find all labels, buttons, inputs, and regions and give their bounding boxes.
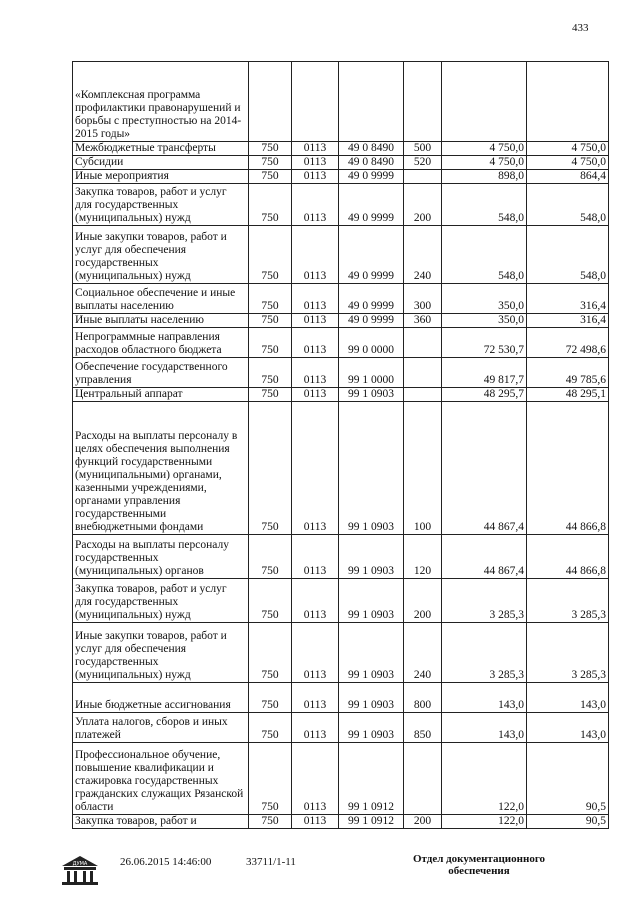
row-name-cell: Иные закупки товаров, работ и услуг для обеспечения государственных (муниципальных) нужд (73, 226, 249, 284)
row-section-cell: 0113 (292, 388, 339, 402)
row-section-cell: 0113 (292, 402, 339, 535)
row-name-cell: Межбюджетные трансферты (73, 142, 249, 156)
row-expense-type-cell: 850 (404, 713, 442, 743)
footer-datetime: 26.06.2015 14:46:00 (120, 856, 212, 868)
row-section-cell: 0113 (292, 713, 339, 743)
row-grbs-cell: 750 (249, 284, 292, 314)
row-section-cell: 0113 (292, 683, 339, 713)
row-amount-planned-cell: 350,0 (442, 314, 527, 328)
row-target-article-cell: 49 0 9999 (339, 170, 404, 184)
row-name-cell: Расходы на выплаты персоналу государственных (муниципальных) органов (73, 535, 249, 579)
row-grbs-cell: 750 (249, 184, 292, 226)
row-expense-type-cell (404, 743, 442, 815)
row-amount-planned-cell: 49 817,7 (442, 358, 527, 388)
row-grbs-cell: 750 (249, 535, 292, 579)
row-expense-type-cell: 240 (404, 226, 442, 284)
row-name-cell: Социальное обеспечение и иные выплаты населению (73, 284, 249, 314)
row-section-cell: 0113 (292, 358, 339, 388)
row-target-article-cell: 49 0 9999 (339, 314, 404, 328)
row-name-cell: Субсидии (73, 156, 249, 170)
row-section-cell: 0113 (292, 142, 339, 156)
table-row (73, 156, 609, 170)
row-amount-executed-cell: 90,5 (527, 815, 609, 829)
row-target-article-cell: 99 1 0903 (339, 683, 404, 713)
row-section-cell (292, 62, 339, 142)
row-expense-type-cell: 800 (404, 683, 442, 713)
row-amount-executed-cell: 316,4 (527, 314, 609, 328)
table-row (73, 623, 609, 683)
row-name-cell: «Комплексная программа профилактики правонарушений и борьбы с преступностью на 2014-2015 годы» (73, 62, 249, 142)
row-amount-planned-cell: 4 750,0 (442, 142, 527, 156)
row-amount-executed-cell: 143,0 (527, 713, 609, 743)
row-amount-executed-cell: 44 866,8 (527, 402, 609, 535)
table-row (73, 226, 609, 284)
row-amount-executed-cell (527, 62, 609, 142)
row-amount-planned-cell: 72 530,7 (442, 328, 527, 358)
row-amount-planned-cell: 143,0 (442, 683, 527, 713)
budget-table (72, 61, 609, 829)
row-name-cell: Уплата налогов, сборов и иных платежей (73, 713, 249, 743)
row-target-article-cell: 49 0 9999 (339, 284, 404, 314)
row-grbs-cell: 750 (249, 713, 292, 743)
row-name-cell: Непрограммные направления расходов областного бюджета (73, 328, 249, 358)
row-section-cell: 0113 (292, 226, 339, 284)
row-expense-type-cell: 120 (404, 535, 442, 579)
table-row (73, 142, 609, 156)
footer-department (404, 853, 554, 877)
row-section-cell: 0113 (292, 284, 339, 314)
row-expense-type-cell (404, 358, 442, 388)
row-target-article-cell (339, 62, 404, 142)
row-expense-type-cell (404, 170, 442, 184)
row-amount-executed-cell: 4 750,0 (527, 156, 609, 170)
row-amount-executed-cell: 3 285,3 (527, 623, 609, 683)
row-grbs-cell: 750 (249, 388, 292, 402)
row-amount-planned-cell: 548,0 (442, 226, 527, 284)
row-amount-planned-cell: 44 867,4 (442, 535, 527, 579)
row-grbs-cell: 750 (249, 142, 292, 156)
row-expense-type-cell: 200 (404, 815, 442, 829)
row-amount-executed-cell: 864,4 (527, 170, 609, 184)
row-target-article-cell: 99 1 0903 (339, 579, 404, 623)
row-name-cell: Профессиональное обучение, повышение квалификации и стажировка государственных гражданских служащих Рязанской области (73, 743, 249, 815)
row-grbs-cell: 750 (249, 314, 292, 328)
row-expense-type-cell: 100 (404, 402, 442, 535)
row-grbs-cell (249, 62, 292, 142)
row-amount-executed-cell: 48 295,1 (527, 388, 609, 402)
row-grbs-cell: 750 (249, 623, 292, 683)
row-amount-planned-cell: 122,0 (442, 743, 527, 815)
row-name-cell: Иные закупки товаров, работ и услуг для обеспечения государственных (муниципальных) нужд (73, 623, 249, 683)
table-row (73, 683, 609, 713)
row-grbs-cell: 750 (249, 579, 292, 623)
page-number: 433 (572, 22, 589, 34)
row-amount-planned-cell: 548,0 (442, 184, 527, 226)
row-amount-executed-cell: 3 285,3 (527, 579, 609, 623)
row-grbs-cell: 750 (249, 328, 292, 358)
row-section-cell: 0113 (292, 314, 339, 328)
row-section-cell: 0113 (292, 579, 339, 623)
table-row (73, 284, 609, 314)
row-amount-planned-cell: 3 285,3 (442, 623, 527, 683)
row-name-cell: Иные мероприятия (73, 170, 249, 184)
logo-text: ДУМА (72, 861, 88, 867)
row-amount-executed-cell: 90,5 (527, 743, 609, 815)
row-expense-type-cell: 500 (404, 142, 442, 156)
row-grbs-cell: 750 (249, 743, 292, 815)
row-amount-executed-cell: 4 750,0 (527, 142, 609, 156)
row-name-cell: Расходы на выплаты персоналу в целях обеспечения выполнения функций государственными (муниципальными) органами, казенными учреждениями, органами управления государственными внебюджетными фондами (73, 402, 249, 535)
row-grbs-cell: 750 (249, 683, 292, 713)
table-row (73, 579, 609, 623)
row-expense-type-cell (404, 388, 442, 402)
row-target-article-cell: 99 1 0903 (339, 402, 404, 535)
row-section-cell: 0113 (292, 170, 339, 184)
row-amount-planned-cell: 3 285,3 (442, 579, 527, 623)
row-target-article-cell: 99 1 0903 (339, 535, 404, 579)
row-section-cell: 0113 (292, 156, 339, 170)
footer-doc-code: 33711/1-11 (246, 856, 296, 868)
row-expense-type-cell: 200 (404, 579, 442, 623)
row-target-article-cell: 49 0 8490 (339, 142, 404, 156)
row-name-cell: Обеспечение государственного управления (73, 358, 249, 388)
duma-logo-icon (58, 852, 102, 890)
table-row (73, 328, 609, 358)
row-name-cell: Закупка товаров, работ и (73, 815, 249, 829)
row-section-cell: 0113 (292, 535, 339, 579)
row-target-article-cell: 99 0 0000 (339, 328, 404, 358)
table-row (73, 713, 609, 743)
row-grbs-cell: 750 (249, 156, 292, 170)
row-name-cell: Иные бюджетные ассигнования (73, 683, 249, 713)
table-row (73, 358, 609, 388)
budget-table-body (73, 62, 609, 829)
row-grbs-cell: 750 (249, 358, 292, 388)
row-expense-type-cell: 240 (404, 623, 442, 683)
row-amount-planned-cell: 143,0 (442, 713, 527, 743)
row-grbs-cell: 750 (249, 402, 292, 535)
row-target-article-cell: 99 1 0903 (339, 388, 404, 402)
row-expense-type-cell: 360 (404, 314, 442, 328)
row-section-cell: 0113 (292, 184, 339, 226)
row-section-cell: 0113 (292, 743, 339, 815)
row-amount-executed-cell: 72 498,6 (527, 328, 609, 358)
row-expense-type-cell (404, 62, 442, 142)
row-expense-type-cell: 200 (404, 184, 442, 226)
page-footer (0, 848, 640, 898)
row-section-cell: 0113 (292, 623, 339, 683)
row-name-cell: Иные выплаты населению (73, 314, 249, 328)
row-grbs-cell: 750 (249, 815, 292, 829)
table-row (73, 402, 609, 535)
row-amount-executed-cell: 143,0 (527, 683, 609, 713)
row-amount-planned-cell: 4 750,0 (442, 156, 527, 170)
row-target-article-cell: 99 1 0000 (339, 358, 404, 388)
row-target-article-cell: 49 0 9999 (339, 226, 404, 284)
row-amount-executed-cell: 548,0 (527, 184, 609, 226)
row-grbs-cell: 750 (249, 170, 292, 184)
row-expense-type-cell: 300 (404, 284, 442, 314)
row-target-article-cell: 99 1 0912 (339, 743, 404, 815)
row-amount-planned-cell (442, 62, 527, 142)
row-amount-planned-cell: 44 867,4 (442, 402, 527, 535)
row-expense-type-cell (404, 328, 442, 358)
row-amount-executed-cell: 44 866,8 (527, 535, 609, 579)
row-expense-type-cell: 520 (404, 156, 442, 170)
table-row (73, 314, 609, 328)
footer-department-line2: обеспечения (448, 865, 510, 877)
row-name-cell: Закупка товаров, работ и услуг для государственных (муниципальных) нужд (73, 184, 249, 226)
row-name-cell: Закупка товаров, работ и услуг для государственных (муниципальных) нужд (73, 579, 249, 623)
row-amount-planned-cell: 350,0 (442, 284, 527, 314)
row-amount-planned-cell: 898,0 (442, 170, 527, 184)
row-target-article-cell: 99 1 0903 (339, 713, 404, 743)
row-target-article-cell: 99 1 0912 (339, 815, 404, 829)
footer-department-line1: Отдел документационного (412, 853, 546, 865)
row-amount-planned-cell: 122,0 (442, 815, 527, 829)
row-target-article-cell: 99 1 0903 (339, 623, 404, 683)
row-amount-planned-cell: 48 295,7 (442, 388, 527, 402)
table-row (73, 815, 609, 829)
table-row (73, 184, 609, 226)
row-section-cell: 0113 (292, 328, 339, 358)
table-row (73, 170, 609, 184)
table-row (73, 535, 609, 579)
row-amount-executed-cell: 316,4 (527, 284, 609, 314)
table-row (73, 62, 609, 142)
row-amount-executed-cell: 49 785,6 (527, 358, 609, 388)
row-target-article-cell: 49 0 8490 (339, 156, 404, 170)
row-section-cell: 0113 (292, 815, 339, 829)
row-amount-executed-cell: 548,0 (527, 226, 609, 284)
row-name-cell: Центральный аппарат (73, 388, 249, 402)
row-target-article-cell: 49 0 9999 (339, 184, 404, 226)
table-row (73, 388, 609, 402)
row-grbs-cell: 750 (249, 226, 292, 284)
table-row (73, 743, 609, 815)
